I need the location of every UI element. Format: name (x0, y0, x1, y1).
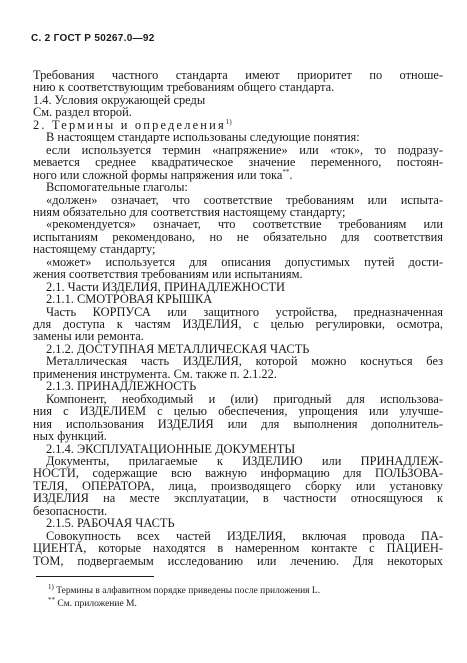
footnote (48, 595, 137, 610)
line-text: замены или ремонта. (33, 329, 144, 344)
line-text: ниям обязательно для соответствия настоящему стандарту; (33, 204, 346, 219)
line-text: 2.1.1. СМОТРОВАЯ КРЫШКА (46, 292, 213, 307)
line-text: Вспомогательные глаголы: (46, 180, 188, 195)
line-text: применения инструмента. См. также п. 2.1.22. (33, 366, 277, 381)
text-line: ния с ИЗДЕЛИЕМ с целью обеспечения, упрощения или улучше- (33, 404, 443, 419)
text-line: ИЗДЕЛИЯ на месте эксплуатации, в частности относящуюся к (33, 491, 443, 506)
text-line: «может» используется для описания допустимых путей дости- (46, 254, 443, 269)
line-text: ного или сложной формы напряжения или тока (33, 167, 283, 182)
footnote (48, 582, 321, 597)
text-line: «должен» означает, что соответствие требованиям или испыта- (46, 192, 443, 207)
text-line: мевается среднее квадратическое значение переменного, постоян- (33, 155, 443, 170)
line-text: 2.1. Части ИЗДЕЛИЯ, ПРИНАДЛЕЖНОСТИ (46, 279, 285, 294)
text-line: Совокупность всех частей ИЗДЕЛИЯ, включая провода ПА- (46, 528, 443, 543)
line-text: В настоящем стандарте использованы следующие понятия: (46, 130, 360, 145)
text-line: ТОМ, подвергаемым исследованию или лечению. Для некоторых (33, 553, 443, 568)
text-line: Документы, прилагаемые к ИЗДЕЛИЮ или ПРИНАДЛЕЖ- (46, 453, 443, 468)
line-text: безопасности. (33, 503, 108, 518)
page-header: С. 2 ГОСТ Р 50267.0—92 (31, 33, 155, 44)
line-text: жения соответствия требованиям или испытаниям. (33, 267, 303, 282)
line-text: нию к соответствующим требованиям общего стандарта. (33, 80, 335, 95)
footnote-rule (36, 576, 154, 577)
text-line: для доступа к частям ИЗДЕЛИЯ, с целью регулировки, осмотра, (33, 317, 443, 331)
text-line: Металлическая часть ИЗДЕЛИЯ, которой можно коснуться без (46, 354, 443, 369)
text-line: Часть КОРПУСА или защитного устройства, предназначенная (46, 304, 443, 319)
text-line: если используется термин «напряжение» или «ток», то подразу- (46, 142, 443, 157)
line-text: 2.1.3. ПРИНАДЛЕЖНОСТЬ (46, 379, 197, 394)
text-line: «рекомендуется» означает, что соответствие требованиям или (46, 217, 443, 232)
text-line: ного или сложной формы напряжения или тока**. (33, 167, 293, 182)
text-line: Компонент, необходимый и (или) пригодный для использова- (46, 391, 443, 406)
footnote-text: Термины в алфавитном порядке приведены после приложения L. (53, 586, 321, 596)
footnote-marker: * (285, 167, 290, 176)
line-text: См. раздел второй. (33, 105, 132, 120)
text-line: ТЕЛЯ, ОПЕРАТОРА, лица, производящего сборку или установку (33, 478, 443, 493)
footnote-mark: 1) (48, 582, 54, 591)
text-line: испытаниям рекомендовано, но не обязательно для соответствия (33, 229, 443, 244)
footnote-marker: 1) (225, 117, 232, 126)
footnote-marker: * (282, 167, 286, 176)
line-text: ных функций. (33, 429, 107, 444)
line-text: 2.1.2. ДОСТУПНАЯ МЕТАЛЛИЧЕСКАЯ ЧАСТЬ (46, 341, 310, 356)
text-line: Требования частного стандарта имеют приоритет по отноше- (33, 68, 443, 82)
line-text: 2.1.4. ЭКСПЛУАТАЦИОННЫЕ ДОКУМЕНТЫ (46, 441, 296, 456)
line-text: 2. Термины и определения (33, 117, 226, 132)
footnote-mark: ** (48, 595, 55, 604)
text-line: ния использования ИЗДЕЛИЯ или для выполнения дополнитель- (33, 416, 443, 431)
footnote-text: См. приложение М. (55, 599, 137, 609)
line-text: 1.4. Условия окружающей среды (33, 92, 206, 107)
text-line: НОСТИ, содержащие всю важную информацию для ПОЛЬЗОВА- (33, 466, 443, 481)
line-text: 2.1.5. РАБОЧАЯ ЧАСТЬ (46, 516, 175, 531)
text-line: ЦИЕНТА, которые находятся в намеренном контакте с ПАЦИЕН- (33, 541, 443, 556)
line-text: настоящему стандарту; (33, 242, 156, 257)
